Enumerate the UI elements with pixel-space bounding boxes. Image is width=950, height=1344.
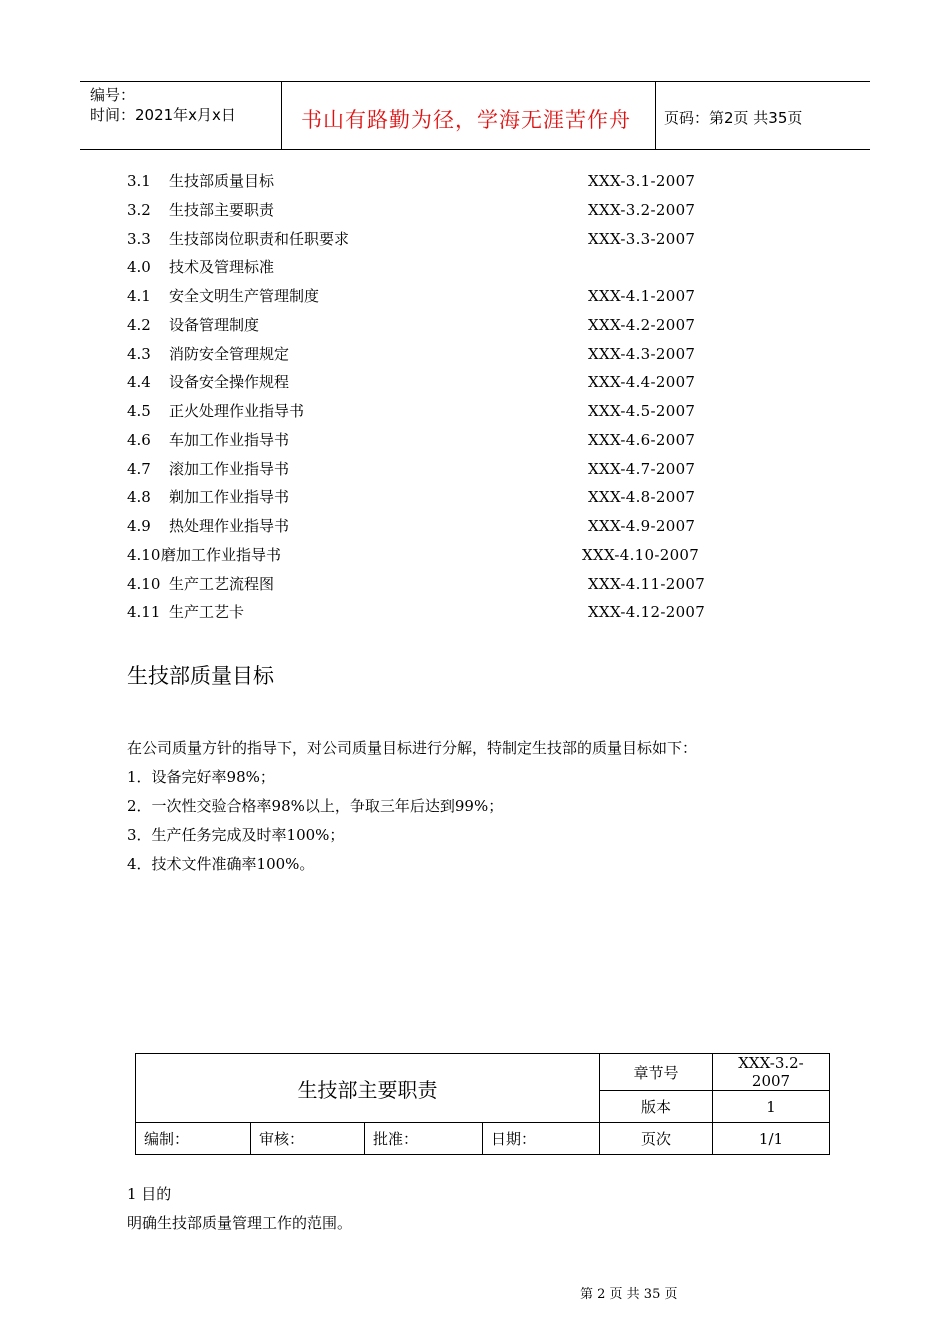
toc-code: XXX-4.11-2007 — [588, 574, 706, 593]
toc-number: 3.3 — [127, 229, 151, 248]
page-label: 页次 — [600, 1123, 713, 1155]
toc-title: 车加工作业指导书 — [169, 430, 290, 449]
list-item: 4．技术文件准确率100%。 — [127, 855, 315, 873]
toc-code: XXX-3.2-2007 — [588, 200, 696, 219]
editor-label: 编制： — [136, 1123, 251, 1155]
toc-number: 3.1 — [127, 172, 151, 190]
header-divider — [655, 81, 656, 150]
list-item: 3．生产任务完成及时率100%； — [127, 826, 345, 844]
toc-number: 4.3 — [127, 344, 151, 363]
toc-title: 生技部主要职责 — [169, 200, 275, 219]
toc-row — [127, 225, 727, 254]
toc-title: 安全文明生产管理制度 — [169, 287, 320, 305]
toc-number: 4.1 — [127, 287, 151, 305]
approver-label: 批准： — [365, 1123, 483, 1155]
toc-row — [127, 282, 727, 311]
toc-title: 消防安全管理规定 — [169, 344, 290, 363]
toc-code: XXX-4.6-2007 — [588, 430, 696, 449]
toc-row — [127, 541, 727, 570]
toc-title: 滚加工作业指导书 — [169, 459, 290, 478]
section-label: 章节号 — [600, 1054, 713, 1091]
date-label: 日期： — [483, 1123, 600, 1155]
header-top-rule — [80, 81, 870, 82]
toc-code: XXX-4.5-2007 — [588, 402, 696, 420]
toc-title: 正火处理作业指导书 — [169, 402, 305, 420]
toc-number: 4.8 — [127, 488, 151, 507]
toc-number: 4.6 — [127, 430, 151, 449]
toc-row — [127, 570, 727, 599]
version-label: 版本 — [600, 1091, 713, 1123]
purpose-heading: 1 目的 — [127, 1185, 172, 1203]
toc-number: 4.0 — [127, 258, 151, 277]
toc-row — [127, 455, 727, 484]
toc-title: 生产工艺流程图 — [169, 574, 275, 593]
toc-code: XXX-3.1-2007 — [588, 172, 696, 190]
header-number-label: 编号： — [90, 86, 136, 104]
toc-row — [127, 368, 727, 397]
header-page-info: 页码：第2页 共35页 — [664, 109, 803, 127]
toc-title: 剃加工作业指导书 — [169, 488, 290, 507]
list-item: 1．设备完好率98%； — [127, 768, 275, 786]
section-value: XXX-3.2-2007 — [713, 1054, 830, 1091]
toc-code: XXX-4.9-2007 — [588, 517, 696, 535]
toc-code: XXX-4.1-2007 — [588, 287, 696, 305]
toc-title: 技术及管理标准 — [169, 258, 275, 277]
section-intro: 在公司质量方针的指导下，对公司质量目标进行分解，特制定生技部的质量目标如下： — [127, 739, 698, 757]
toc-number: 4.7 — [127, 459, 151, 478]
toc-code: XXX-4.12-2007 — [588, 603, 706, 622]
toc-row — [127, 426, 727, 455]
toc-number: 4.10 — [127, 545, 161, 564]
toc-code: XXX-4.3-2007 — [588, 344, 696, 363]
toc-number: 4.5 — [127, 402, 151, 420]
toc-row — [127, 512, 727, 541]
header-divider — [281, 81, 282, 150]
header-time-label: 时间：2021年x月x日 — [90, 106, 236, 124]
toc-row — [127, 167, 727, 196]
toc-title: 生技部岗位职责和任职要求 — [169, 229, 350, 248]
toc-title: 热处理作业指导书 — [169, 517, 290, 535]
purpose-text: 明确生技部质量管理工作的范围。 — [127, 1214, 353, 1232]
toc-number: 4.2 — [127, 315, 151, 334]
toc-code: XXX-4.4-2007 — [588, 373, 696, 392]
toc-row — [127, 253, 727, 282]
toc-code: XXX-4.10-2007 — [582, 545, 700, 564]
toc-number: 3.2 — [127, 200, 151, 219]
toc-number: 4.10 — [127, 574, 161, 593]
toc-row — [127, 311, 727, 340]
section-title: 生技部质量目标 — [127, 664, 274, 688]
toc-title: 设备安全操作规程 — [169, 373, 290, 392]
toc-number: 4.11 — [127, 603, 161, 622]
version-value: 1 — [713, 1091, 830, 1123]
toc-code: XXX-4.8-2007 — [588, 488, 696, 507]
toc-title: 磨加工作业指导书 — [161, 545, 282, 564]
toc-code: XXX-4.2-2007 — [588, 315, 696, 334]
page-footer: 第 2 页 共 35 页 — [580, 1287, 678, 1302]
reviewer-label: 审核： — [251, 1123, 365, 1155]
list-item: 2．一次性交验合格率98%以上，争取三年后达到99%； — [127, 797, 504, 815]
doc-table-title: 生技部主要职责 — [136, 1054, 600, 1123]
toc-code: XXX-4.7-2007 — [588, 459, 696, 478]
toc-title: 生产工艺卡 — [169, 603, 245, 622]
toc-title: 设备管理制度 — [169, 315, 260, 334]
toc-row — [127, 397, 727, 426]
toc-row — [127, 483, 727, 512]
toc-code: XXX-3.3-2007 — [588, 229, 696, 248]
document-info-table — [135, 1053, 830, 1155]
toc-row — [127, 340, 727, 369]
header-bottom-rule — [80, 149, 870, 150]
header-motto: 书山有路勤为径，学海无涯苦作舟 — [301, 108, 631, 132]
page-value: 1/1 — [713, 1123, 830, 1155]
toc-number: 4.9 — [127, 517, 151, 535]
toc-number: 4.4 — [127, 373, 151, 392]
toc-title: 生技部质量目标 — [169, 172, 275, 190]
toc-row — [127, 598, 727, 627]
toc-row — [127, 196, 727, 225]
